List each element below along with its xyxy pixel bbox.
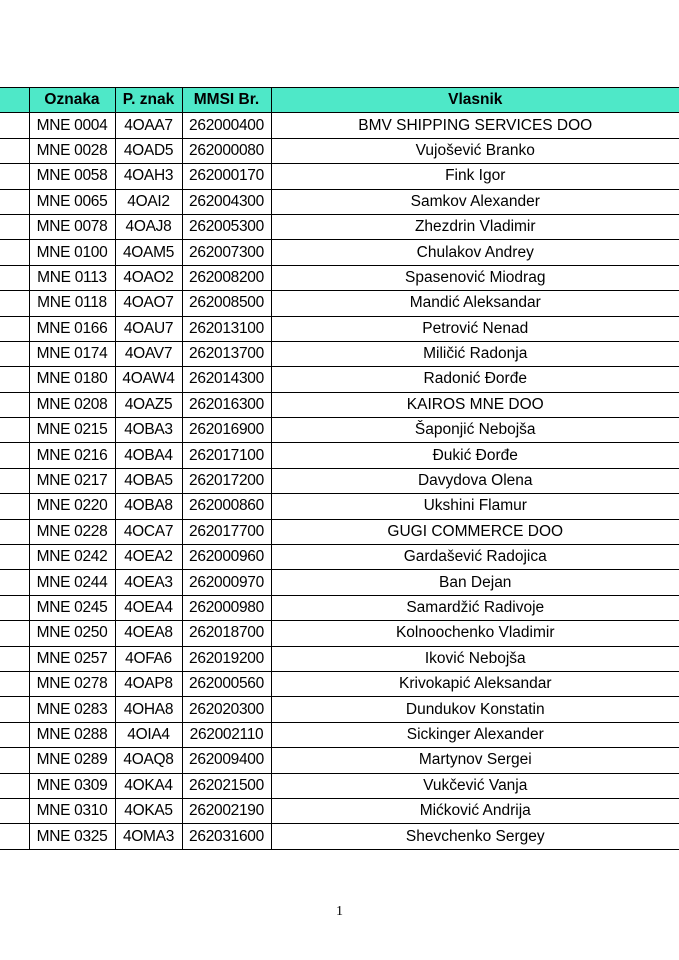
cell-p-znak: 4OFA6	[115, 646, 182, 671]
cell-blank	[0, 798, 29, 823]
cell-mmsi: 262002110	[182, 722, 271, 747]
cell-oznaka: MNE 0100	[29, 240, 115, 265]
cell-mmsi: 262000080	[182, 138, 271, 163]
table-row	[0, 316, 679, 341]
cell-p-znak: 4OAO7	[115, 291, 182, 316]
cell-oznaka: MNE 0065	[29, 189, 115, 214]
table-row	[0, 164, 679, 189]
cell-vlasnik: Krivokapić Aleksandar	[271, 671, 679, 696]
table-row	[0, 189, 679, 214]
cell-blank	[0, 113, 29, 138]
cell-p-znak: 4OAW4	[115, 367, 182, 392]
table-row	[0, 291, 679, 316]
cell-blank	[0, 265, 29, 290]
cell-oznaka: MNE 0250	[29, 621, 115, 646]
cell-p-znak: 4OEA8	[115, 621, 182, 646]
cell-oznaka: MNE 0216	[29, 443, 115, 468]
cell-oznaka: MNE 0217	[29, 468, 115, 493]
table-row	[0, 468, 679, 493]
table-row	[0, 722, 679, 747]
table-row	[0, 798, 679, 823]
cell-mmsi: 262021500	[182, 773, 271, 798]
cell-mmsi: 262017200	[182, 468, 271, 493]
cell-mmsi: 262000980	[182, 595, 271, 620]
table-row	[0, 367, 679, 392]
table-body	[0, 113, 679, 849]
cell-blank	[0, 418, 29, 443]
cell-p-znak: 4OBA8	[115, 494, 182, 519]
table-row	[0, 443, 679, 468]
cell-oznaka: MNE 0166	[29, 316, 115, 341]
cell-blank	[0, 748, 29, 773]
table-row	[0, 113, 679, 138]
header-p-znak: P. znak	[115, 88, 182, 113]
cell-vlasnik: Gardašević Radojica	[271, 545, 679, 570]
table-row	[0, 824, 679, 849]
cell-p-znak: 4OMA3	[115, 824, 182, 849]
cell-mmsi: 262009400	[182, 748, 271, 773]
cell-oznaka: MNE 0244	[29, 570, 115, 595]
cell-mmsi: 262002190	[182, 798, 271, 823]
cell-blank	[0, 443, 29, 468]
cell-p-znak: 4OKA4	[115, 773, 182, 798]
cell-vlasnik: Shevchenko Sergey	[271, 824, 679, 849]
cell-mmsi: 262004300	[182, 189, 271, 214]
cell-p-znak: 4OAJ8	[115, 214, 182, 239]
cell-oznaka: MNE 0058	[29, 164, 115, 189]
cell-mmsi: 262008200	[182, 265, 271, 290]
cell-blank	[0, 824, 29, 849]
table-row	[0, 392, 679, 417]
cell-blank	[0, 316, 29, 341]
cell-p-znak: 4OAO2	[115, 265, 182, 290]
cell-vlasnik: Radonić Đorđe	[271, 367, 679, 392]
cell-vlasnik: Chulakov Andrey	[271, 240, 679, 265]
cell-oznaka: MNE 0078	[29, 214, 115, 239]
cell-blank	[0, 468, 29, 493]
cell-mmsi: 262005300	[182, 214, 271, 239]
cell-vlasnik: Mandić Aleksandar	[271, 291, 679, 316]
table-row	[0, 697, 679, 722]
vessel-registry-table	[0, 87, 679, 850]
cell-mmsi: 262000400	[182, 113, 271, 138]
cell-oznaka: MNE 0325	[29, 824, 115, 849]
cell-blank	[0, 341, 29, 366]
cell-oznaka: MNE 0004	[29, 113, 115, 138]
cell-vlasnik: Spasenović Miodrag	[271, 265, 679, 290]
cell-blank	[0, 595, 29, 620]
cell-blank	[0, 646, 29, 671]
cell-oznaka: MNE 0118	[29, 291, 115, 316]
cell-mmsi: 262000560	[182, 671, 271, 696]
cell-mmsi: 262000860	[182, 494, 271, 519]
cell-oznaka: MNE 0310	[29, 798, 115, 823]
cell-p-znak: 4OAQ8	[115, 748, 182, 773]
cell-mmsi: 262031600	[182, 824, 271, 849]
table-row	[0, 138, 679, 163]
cell-p-znak: 4OAD5	[115, 138, 182, 163]
header-blank	[0, 88, 29, 113]
cell-vlasnik: Vujošević Branko	[271, 138, 679, 163]
cell-p-znak: 4OBA5	[115, 468, 182, 493]
cell-p-znak: 4OAV7	[115, 341, 182, 366]
table-row	[0, 646, 679, 671]
cell-mmsi: 262013700	[182, 341, 271, 366]
cell-mmsi: 262008500	[182, 291, 271, 316]
cell-mmsi: 262016900	[182, 418, 271, 443]
cell-blank	[0, 240, 29, 265]
table-row	[0, 570, 679, 595]
cell-oznaka: MNE 0288	[29, 722, 115, 747]
cell-blank	[0, 494, 29, 519]
cell-mmsi: 262000970	[182, 570, 271, 595]
cell-oznaka: MNE 0228	[29, 519, 115, 544]
cell-vlasnik: Ban Dejan	[271, 570, 679, 595]
cell-vlasnik: Martynov Sergei	[271, 748, 679, 773]
cell-oznaka: MNE 0174	[29, 341, 115, 366]
cell-blank	[0, 164, 29, 189]
table-row	[0, 595, 679, 620]
cell-blank	[0, 392, 29, 417]
cell-vlasnik: Šaponjić Nebojša	[271, 418, 679, 443]
cell-mmsi: 262000170	[182, 164, 271, 189]
cell-blank	[0, 671, 29, 696]
cell-p-znak: 4OAP8	[115, 671, 182, 696]
table-row	[0, 748, 679, 773]
header-vlasnik: Vlasnik	[271, 88, 679, 113]
cell-mmsi: 262000960	[182, 545, 271, 570]
cell-blank	[0, 570, 29, 595]
table-row	[0, 240, 679, 265]
cell-mmsi: 262007300	[182, 240, 271, 265]
cell-blank	[0, 138, 29, 163]
cell-vlasnik: Vukčević Vanja	[271, 773, 679, 798]
cell-oznaka: MNE 0309	[29, 773, 115, 798]
cell-oznaka: MNE 0220	[29, 494, 115, 519]
cell-blank	[0, 722, 29, 747]
cell-blank	[0, 545, 29, 570]
cell-p-znak: 4OBA3	[115, 418, 182, 443]
table-row	[0, 494, 679, 519]
table-row	[0, 773, 679, 798]
cell-mmsi: 262016300	[182, 392, 271, 417]
cell-blank	[0, 367, 29, 392]
table-row	[0, 545, 679, 570]
cell-vlasnik: GUGI COMMERCE DOO	[271, 519, 679, 544]
cell-vlasnik: KAIROS MNE DOO	[271, 392, 679, 417]
cell-oznaka: MNE 0028	[29, 138, 115, 163]
cell-p-znak: 4OEA2	[115, 545, 182, 570]
cell-blank	[0, 214, 29, 239]
table-row	[0, 519, 679, 544]
cell-oznaka: MNE 0283	[29, 697, 115, 722]
cell-vlasnik: Iković Nebojša	[271, 646, 679, 671]
cell-p-znak: 4OAM5	[115, 240, 182, 265]
cell-vlasnik: Davydova Olena	[271, 468, 679, 493]
cell-mmsi: 262014300	[182, 367, 271, 392]
cell-p-znak: 4OCA7	[115, 519, 182, 544]
table-header-row	[0, 88, 679, 113]
cell-blank	[0, 697, 29, 722]
table-row	[0, 418, 679, 443]
cell-p-znak: 4OEA4	[115, 595, 182, 620]
cell-p-znak: 4OAA7	[115, 113, 182, 138]
cell-vlasnik: Samardžić Radivoje	[271, 595, 679, 620]
cell-p-znak: 4OKA5	[115, 798, 182, 823]
cell-p-znak: 4OHA8	[115, 697, 182, 722]
cell-vlasnik: Kolnoochenko Vladimir	[271, 621, 679, 646]
cell-vlasnik: BMV SHIPPING SERVICES DOO	[271, 113, 679, 138]
cell-vlasnik: Zhezdrin Vladimir	[271, 214, 679, 239]
cell-vlasnik: Đukić Đorđe	[271, 443, 679, 468]
cell-mmsi: 262017700	[182, 519, 271, 544]
cell-mmsi: 262019200	[182, 646, 271, 671]
cell-vlasnik: Fink Igor	[271, 164, 679, 189]
cell-vlasnik: Mićković Andrija	[271, 798, 679, 823]
cell-vlasnik: Samkov Alexander	[271, 189, 679, 214]
table-row	[0, 214, 679, 239]
table-row	[0, 265, 679, 290]
cell-blank	[0, 291, 29, 316]
table-row	[0, 341, 679, 366]
cell-p-znak: 4OAI2	[115, 189, 182, 214]
cell-p-znak: 4OAU7	[115, 316, 182, 341]
cell-vlasnik: Miličić Radonja	[271, 341, 679, 366]
cell-blank	[0, 189, 29, 214]
table-row	[0, 671, 679, 696]
cell-mmsi: 262017100	[182, 443, 271, 468]
cell-mmsi: 262013100	[182, 316, 271, 341]
cell-oznaka: MNE 0113	[29, 265, 115, 290]
page-number: 1	[336, 904, 343, 919]
cell-oznaka: MNE 0289	[29, 748, 115, 773]
cell-p-znak: 4OEA3	[115, 570, 182, 595]
cell-blank	[0, 519, 29, 544]
cell-oznaka: MNE 0257	[29, 646, 115, 671]
cell-oznaka: MNE 0245	[29, 595, 115, 620]
cell-p-znak: 4OIA4	[115, 722, 182, 747]
cell-mmsi: 262020300	[182, 697, 271, 722]
cell-vlasnik: Dundukov Konstatin	[271, 697, 679, 722]
header-mmsi: MMSI Br.	[182, 88, 271, 113]
cell-p-znak: 4OBA4	[115, 443, 182, 468]
cell-oznaka: MNE 0278	[29, 671, 115, 696]
cell-p-znak: 4OAZ5	[115, 392, 182, 417]
cell-oznaka: MNE 0180	[29, 367, 115, 392]
cell-vlasnik: Sickinger Alexander	[271, 722, 679, 747]
cell-mmsi: 262018700	[182, 621, 271, 646]
cell-oznaka: MNE 0208	[29, 392, 115, 417]
cell-p-znak: 4OAH3	[115, 164, 182, 189]
cell-blank	[0, 773, 29, 798]
header-oznaka: Oznaka	[29, 88, 115, 113]
table-row	[0, 621, 679, 646]
cell-oznaka: MNE 0242	[29, 545, 115, 570]
cell-vlasnik: Petrović Nenad	[271, 316, 679, 341]
cell-oznaka: MNE 0215	[29, 418, 115, 443]
cell-blank	[0, 621, 29, 646]
cell-vlasnik: Ukshini Flamur	[271, 494, 679, 519]
